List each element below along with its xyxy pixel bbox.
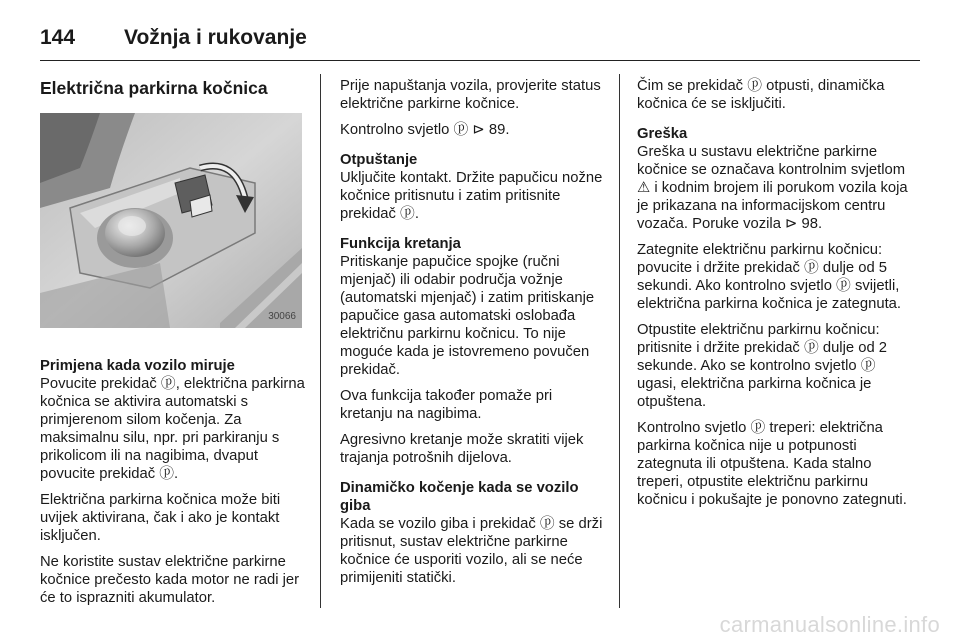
heading-release: Otpuštanje — [340, 152, 418, 168]
column-divider-2 — [619, 74, 620, 608]
paragraph: Kontrolno svjetlo ⓟ treperi: električna parkirna kočnica nije u potpunosti zategnuta ili otpuštena. Kada stalno treperi, otpustite električnu parkirnu kočnicu i pokušajte je ponovno zategnuti. — [637, 420, 907, 508]
page-header — [40, 18, 920, 58]
paragraph: Čim se prekidač ⓟ otpusti, dinamička kočnica će se isključiti. — [637, 78, 885, 112]
paragraph: Prije napuštanja vozila, provjerite status električne parkirne kočnice. — [340, 78, 601, 112]
paragraph: Ne koristite sustav električne parkirne kočnice prečesto kada motor ne radi jer će to isprazniti akumulator. — [40, 554, 300, 606]
paragraph: Kada se vozilo giba i prekidač ⓟ se drži pritisnut, sustav električne parkirne kočnice će usporiti vozilo, ali se neće primijeniti statički. — [340, 516, 603, 586]
heading-fault: Greška — [637, 126, 688, 142]
heading-dynamic-braking: Dinamičko kočenje kada se vozilo giba — [340, 480, 579, 514]
column-1 — [40, 77, 308, 615]
paragraph: Električna parkirna kočnica može biti uvijek aktivirana, čak i ako je kontakt isključen. — [40, 492, 281, 544]
paragraph: Povucite prekidač ⓟ, električna parkirna kočnica se aktivira automatski s primjerenom silom kočenja. Za maksimalnu silu, npr. pri parkiranju s prikolicom ili na nagibima, dvaput povucite prekidač ⓟ. — [40, 376, 305, 482]
subheading-vehicle-stationary: Primjena kada vozilo miruje — [40, 358, 235, 374]
chapter-title: Vožnja i rukovanje — [124, 26, 307, 49]
paragraph: Pritiskanje papučice spojke (ručni mjenjač) ili odabir područja vožnje (automatski mjenjač) i zatim pritiskanje papučice gasa automatski oslobađa električnu parkirnu kočnicu. To nije moguće kada je istovremeno povučen prekidač. — [340, 254, 595, 378]
column-divider-1 — [320, 74, 321, 608]
parking-brake-illustration — [40, 113, 302, 328]
paragraph: Ova funkcija također pomaže pri kretanju na nagibima. — [340, 388, 553, 422]
parking-brake-switch-figure — [40, 113, 302, 328]
paragraph: Greška u sustavu električne parkirne kočnice se označava kontrolnim svjetlom ⚠ i kodnim brojem ili porukom vozila koja je prikazana na informacijskom centru vozača. Poruke vozila ⊳ 98. — [637, 144, 908, 232]
paragraph: Kontrolno svjetlo ⓟ ⊳ 89. — [340, 122, 510, 138]
paragraph: Otpustite električnu parkirnu kočnicu: pritisnite i držite prekidač ⓟ dulje od 2 sekunde. Ako se kontrolno svjetlo ⓟ ugasi, električna parkirna kočnica je otpuštena. — [637, 322, 888, 410]
column-2 — [340, 77, 608, 595]
column-3 — [637, 77, 909, 517]
paragraph: Zategnite električnu parkirnu kočnicu: povucite i držite prekidač ⓟ dulje od 5 sekundi. Ako kontrolno svjetlo ⓟ svijetli, električna parkirna kočnica je zategnuta. — [637, 242, 902, 312]
watermark: carmanualsonline.info — [719, 612, 940, 637]
header-rule — [40, 60, 920, 61]
heading-drive-away-function: Funkcija kretanja — [340, 236, 461, 252]
figure-number: 30066 — [268, 311, 296, 322]
section-title: Električna parkirna kočnica — [40, 78, 268, 98]
paragraph: Uključite kontakt. Držite papučicu nožne kočnice pritisnutu i zatim pritisnite prekidač ⓟ. — [340, 170, 603, 222]
paragraph: Agresivno kretanje može skratiti vijek trajanja potrošnih dijelova. — [340, 432, 584, 466]
page-number: 144 — [40, 26, 76, 49]
